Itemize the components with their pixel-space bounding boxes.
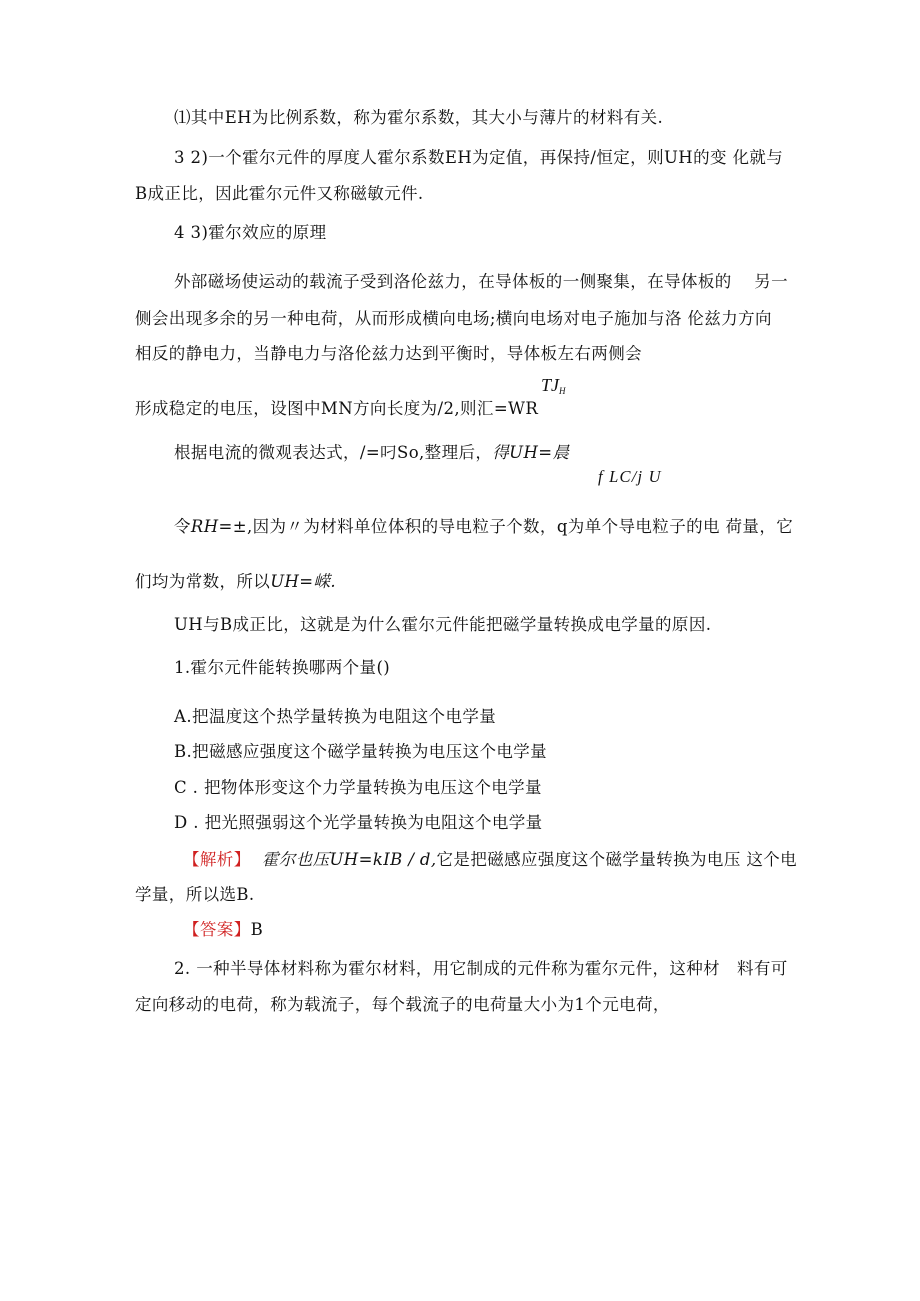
- paragraph-stable-voltage: 形成稳定的电压，设图中MN方向长度为/2,则汇=WR: [135, 399, 539, 418]
- answer-tag: 【答案】: [183, 920, 251, 939]
- analysis-continuation: 学量，所以选B.: [135, 885, 255, 904]
- answer-value: B: [250, 920, 264, 939]
- paragraph-principle-line1: 外部磁场使运动的载流子受到洛伦兹力，在导体板的一侧聚集，在导体板的 另一: [174, 272, 789, 291]
- analysis-paragraph: [183, 849, 797, 871]
- rh-symbol: RH: [190, 517, 219, 536]
- current-expression-text: 根据电流的微观表达式，/=叼So,整理后，: [174, 443, 493, 462]
- paragraph-hall-thickness: 3 2)一个霍尔元件的厚度人霍尔系数EH为定值，再保持/恒定，则UH的变 化就与: [174, 148, 784, 167]
- analysis-text: 它是把磁感应强度这个磁学量转换为电压 这个电: [436, 850, 798, 869]
- formula-fragment-fraction: f LC/j U: [598, 467, 662, 486]
- analysis-tag: 【解析】: [183, 850, 251, 869]
- formula-tj-main: TJ: [541, 375, 559, 395]
- question-2-line2: 定向移动的电荷，称为载流子，每个载流子的电荷量大小为1个元电荷，: [135, 995, 670, 1014]
- paragraph-hall-coefficient: ⑴其中EH为比例系数，称为霍尔系数，其大小与薄片的材料有关.: [174, 108, 664, 127]
- paragraph-uh-proportional: UH与B成正比，这就是为什么霍尔元件能把磁学量转换成电学量的原因.: [174, 615, 712, 634]
- current-expression-formula: 得UH=晨: [492, 443, 570, 462]
- question-1-option-a: A.把温度这个热学量转换为电阻这个电学量: [174, 707, 497, 726]
- paragraph-rh-constants: [135, 571, 336, 593]
- rh-constants-text: 们均为常数，所以: [135, 572, 271, 591]
- paragraph-rh-definition: [174, 516, 793, 538]
- formula-tj-subscript: H: [559, 386, 566, 396]
- question-1-option-b: B.把磁感应强度这个磁学量转换为电压这个电学量: [174, 742, 548, 761]
- section-heading-hall-principle: 4 3)霍尔效应的原理: [174, 223, 327, 242]
- rh-definition-text: =±,因为〃为材料单位体积的导电粒子个数，q为单个导电粒子的电 荷量，它: [218, 517, 794, 536]
- answer-paragraph: [183, 919, 263, 941]
- paragraph-principle-line3: 相反的静电力，当静电力与洛伦兹力达到平衡时，导体板左右两侧会: [135, 344, 642, 363]
- question-1-option-c: C . 把物体形变这个力学量转换为电压这个电学量: [174, 778, 542, 797]
- paragraph-current-expression: [174, 442, 569, 464]
- paragraph-principle-line2: 侧会出现多余的另一种电荷，从而形成横向电场;横向电场对电子施加与洛 伦兹力方向: [135, 309, 772, 328]
- rh-constants-formula: UH=嵘.: [270, 572, 337, 591]
- paragraph-magnetic-sensitive: B成正比，因此霍尔元件又称磁敏元件.: [135, 184, 424, 203]
- formula-fragment-tj: [541, 374, 566, 402]
- question-2-line1: 2. 一种半导体材料称为霍尔材料，用它制成的元件称为霍尔元件，这种材 料有可: [174, 959, 788, 978]
- question-1-stem: 1.霍尔元件能转换哪两个量(): [174, 658, 391, 677]
- analysis-formula: 霍尔也压UH=kIB / d,: [261, 850, 437, 869]
- question-1-option-d: D . 把光照强弱这个光学量转换为电阻这个电学量: [174, 813, 543, 832]
- rh-definition-lead: 令: [174, 517, 191, 536]
